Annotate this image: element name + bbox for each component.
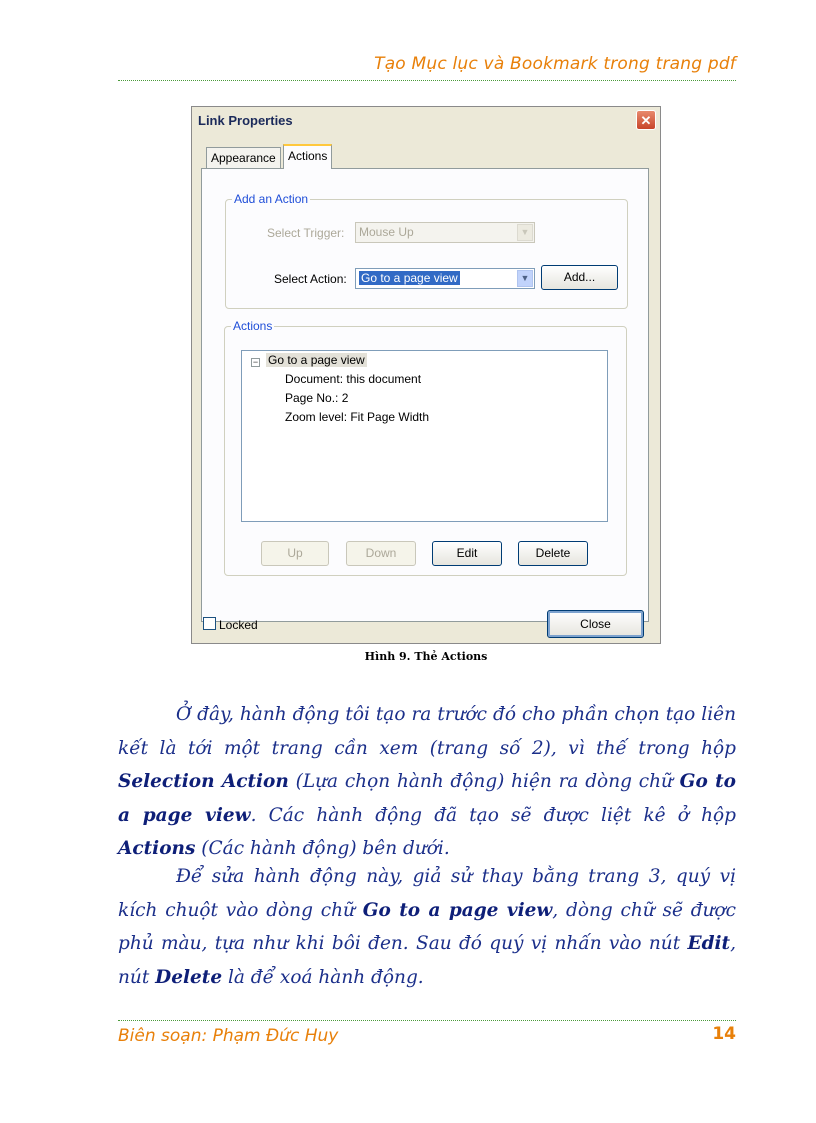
dialog-title: Link Properties <box>198 113 293 128</box>
p2-text-2: , dòng chữ sẽ được phủ màu, tựa như khi bôi đen. Sau đó quý vị nhấn vào nút <box>118 899 737 955</box>
actions-group-frame <box>224 319 627 576</box>
select-action-label: Select Action: <box>274 272 347 286</box>
select-trigger-label: Select Trigger: <box>267 226 345 240</box>
add-button[interactable]: Add... <box>541 265 618 290</box>
tree-item-document: Document: this document <box>285 372 422 386</box>
add-action-legend: Add an Action <box>234 192 309 206</box>
p2-text-4: là để xoá hành động. <box>222 966 424 988</box>
actions-legend: Actions <box>233 319 273 333</box>
p1-bold-1: Selection Action <box>118 771 289 793</box>
p1-bold-2: Go to a page view <box>118 771 736 826</box>
dialog-titlebar <box>192 107 660 135</box>
tree-item-page-no: Page No.: 2 <box>285 391 349 405</box>
paragraph-1 <box>118 698 736 866</box>
actions-listbox[interactable] <box>241 350 608 522</box>
footer-divider <box>118 1020 736 1021</box>
p1-text-3: . Các hành động đã tạo sẽ được liệt kê ở hộp <box>250 804 736 826</box>
figure-caption: Hình 9. Thẻ Actions <box>364 650 488 663</box>
down-button[interactable]: Down <box>346 541 416 566</box>
header-divider <box>118 80 736 81</box>
select-trigger-value: Mouse Up <box>359 225 414 239</box>
tree-item-zoom-level: Zoom level: Fit Page Width <box>285 410 430 424</box>
p1-text-4: (Các hành động) bên dưới. <box>195 838 450 860</box>
tab-actions[interactable]: Actions <box>283 144 332 169</box>
p2-text-1: Để sửa hành động này, giả sử thay bằng trang 3, quý vị kích chuột vào dòng chữ <box>118 866 736 921</box>
select-action-value: Go to a page view <box>361 271 458 285</box>
tree-item-root[interactable]: Go to a page view <box>268 353 365 367</box>
locked-checkbox[interactable] <box>203 617 216 630</box>
chevron-down-icon: ▼ <box>517 224 533 241</box>
page-number: 14 <box>712 1024 736 1044</box>
chevron-down-icon: ▼ <box>517 270 533 287</box>
close-icon[interactable]: ✕ <box>636 110 656 130</box>
tab-appearance[interactable]: Appearance <box>206 147 281 168</box>
p2-bold-3: Delete <box>155 966 223 988</box>
p2-bold-1: Go to a page view <box>362 899 553 921</box>
locked-label: Locked <box>219 618 258 632</box>
running-header: Tạo Mục lục và Bookmark trong trang pdf <box>374 54 736 74</box>
select-action-dropdown[interactable] <box>355 268 535 289</box>
p2-bold-2: Edit <box>687 933 731 955</box>
close-button[interactable]: Close <box>547 610 644 638</box>
select-trigger-dropdown[interactable] <box>355 222 535 243</box>
p2-text-3: , nút <box>118 933 736 988</box>
link-properties-dialog <box>191 106 661 644</box>
add-action-group <box>225 192 628 309</box>
collapse-icon[interactable]: − <box>252 357 259 367</box>
edit-button[interactable]: Edit <box>432 541 502 566</box>
footer-author: Biên soạn: Phạm Đức Huy <box>118 1026 339 1046</box>
p1-text-2: (Lựa chọn hành động) hiện ra dòng chữ <box>288 771 680 793</box>
p1-bold-3: Actions <box>118 838 196 860</box>
delete-button[interactable]: Delete <box>518 541 588 566</box>
up-button[interactable]: Up <box>261 541 329 566</box>
p1-text-1: Ở đây, hành động tôi tạo ra trước đó cho phần chọn tạo liên kết là tới một trang cần xem (trang số 2), vì thế trong hộp <box>118 704 736 759</box>
paragraph-2 <box>118 860 736 994</box>
